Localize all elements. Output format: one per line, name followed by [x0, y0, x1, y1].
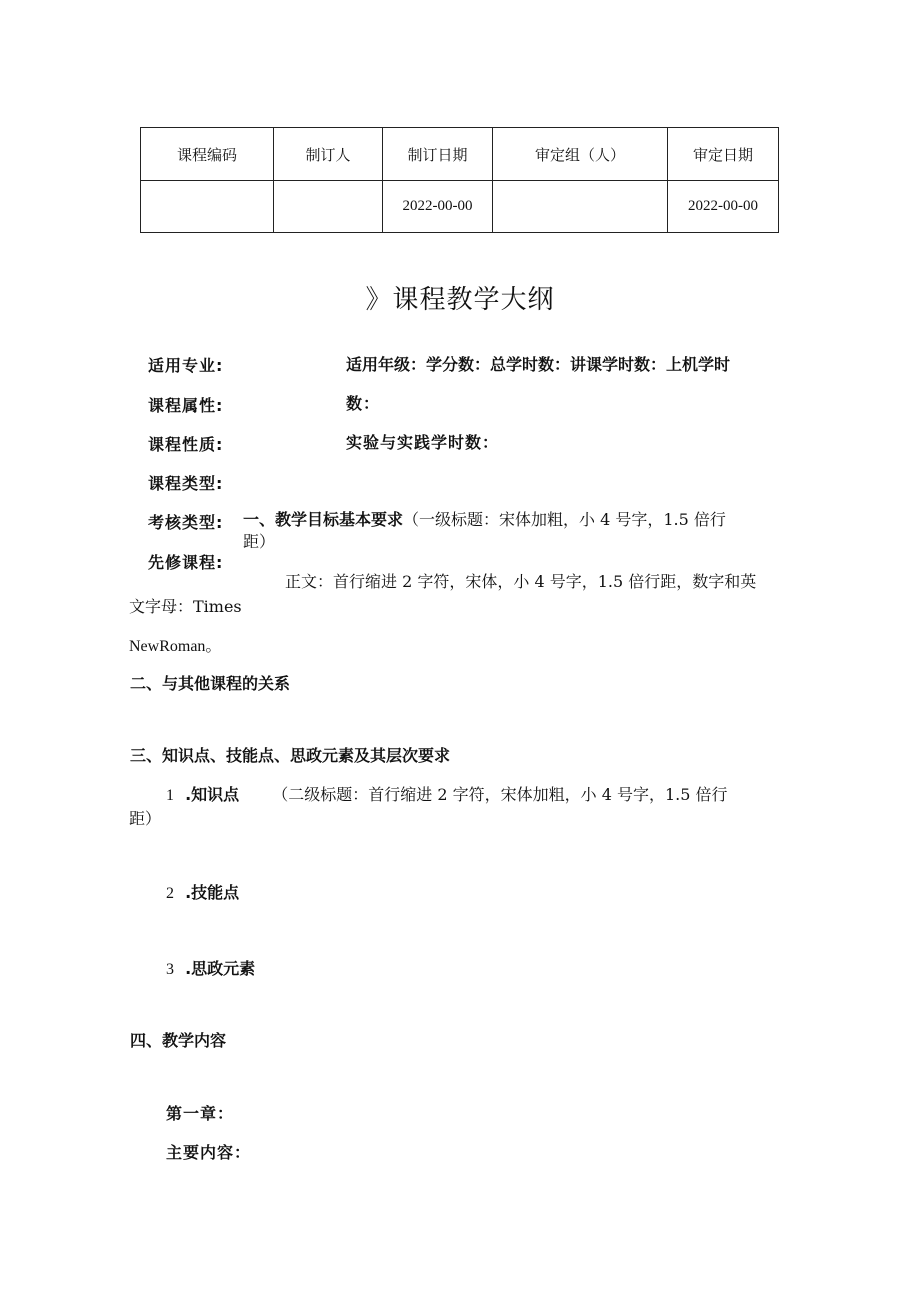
label-course-nature: 课程性质:	[148, 435, 224, 454]
meta-header-review-group: 审定组（人）	[493, 128, 668, 181]
meta-value-course-code	[141, 181, 274, 233]
meta-value-review-group	[493, 181, 668, 233]
page-title: 》课程教学大纲	[365, 285, 555, 315]
meta-header-course-code: 课程编码	[141, 128, 274, 181]
subsection-1	[166, 782, 728, 805]
main-content-label: 主要内容：	[166, 1143, 252, 1162]
section-3-heading: 三、知识点、技能点、思政元素及其层次要求	[130, 746, 451, 765]
info-credits-cont: 数：	[346, 394, 381, 413]
subsection-3-number: 3	[166, 961, 174, 978]
body-text-line-2: 文字母：Times	[129, 597, 242, 616]
meta-header-author: 制订人	[274, 128, 383, 181]
section-1-note-cont: 距）	[243, 532, 276, 551]
meta-value-create-date: 2022-00-00	[383, 181, 493, 233]
subsection-2	[166, 880, 239, 903]
meta-value-review-date: 2022-00-00	[668, 181, 779, 233]
subsection-1-note: （二级标题：首行缩进 2 字符，宋体加粗，小 4 号字，1.5 倍行	[272, 785, 728, 804]
section-1-title: 一、教学目标基本要求	[243, 510, 404, 529]
subsection-1-title: .知识点	[185, 785, 240, 804]
section-4-heading: 四、教学内容	[130, 1031, 227, 1050]
section-1-note: （一级标题：宋体加粗，小 4 号字，1.5 倍行	[403, 510, 726, 529]
subsection-1-number: 1	[166, 787, 174, 804]
label-course-attribute: 课程属性:	[148, 396, 224, 415]
meta-header-review-date: 审定日期	[668, 128, 779, 181]
meta-value-author	[274, 181, 383, 233]
course-meta-table	[140, 127, 779, 233]
meta-header-row	[141, 128, 779, 181]
meta-value-row	[141, 181, 779, 233]
info-practice-hours: 实验与实践学时数：	[346, 433, 500, 452]
subsection-3-title: .思政元素	[185, 959, 256, 978]
chapter-heading: 第一章：	[166, 1104, 235, 1123]
body-text-line-3: NewRoman。	[129, 638, 222, 655]
info-grade-credits: 适用年级：学分数：总学时数：讲课学时数：上机学时	[346, 355, 731, 374]
label-exam-type: 考核类型:	[148, 513, 224, 532]
subsection-1-note-cont: 距）	[129, 809, 162, 828]
subsection-2-title: .技能点	[185, 883, 240, 902]
body-text-line-1: 正文：首行缩进 2 字符，宋体，小 4 号字，1.5 倍行距，数字和英	[285, 572, 757, 591]
label-course-type: 课程类型:	[148, 474, 224, 493]
section-2-heading: 二、与其他课程的关系	[130, 674, 291, 693]
subsection-2-number: 2	[166, 885, 174, 902]
label-prerequisite: 先修课程:	[148, 553, 224, 572]
label-major: 适用专业:	[148, 356, 224, 375]
subsection-3	[166, 956, 255, 979]
meta-header-create-date: 制订日期	[383, 128, 493, 181]
section-1-heading	[243, 507, 726, 530]
